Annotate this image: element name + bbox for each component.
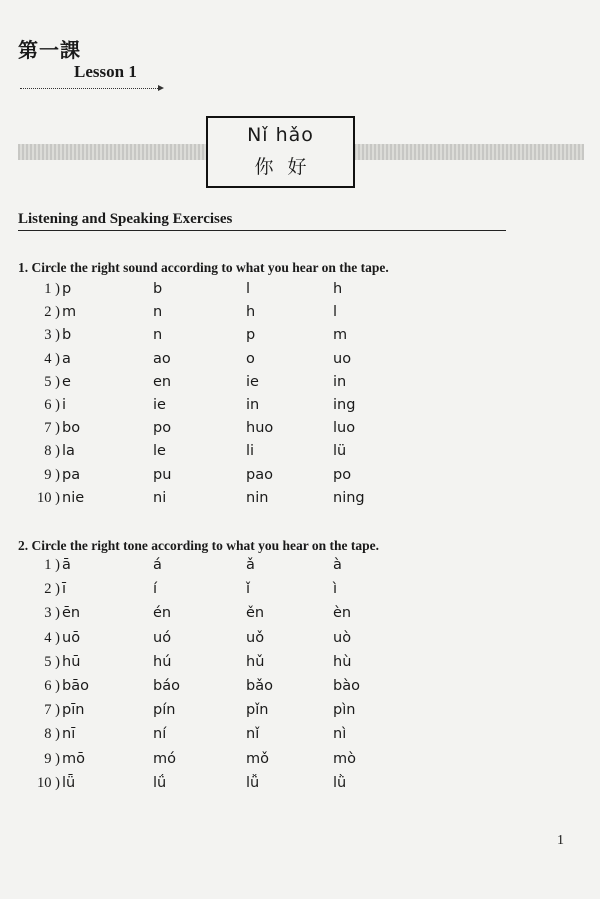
exercise-row bbox=[0, 630, 600, 652]
exercise-2-heading: 2. Circle the right tone according to what you hear on the tape. bbox=[18, 538, 379, 553]
item-number: 9 ) bbox=[44, 466, 60, 483]
answer-option[interactable]: po bbox=[333, 466, 352, 483]
answer-option[interactable]: nin bbox=[246, 489, 269, 506]
item-number: 4 ) bbox=[44, 629, 60, 646]
item-number: 7 ) bbox=[44, 420, 60, 437]
answer-option[interactable]: in bbox=[333, 373, 347, 390]
lesson-label: Lesson 1 bbox=[74, 62, 137, 81]
exercise-row bbox=[0, 605, 600, 627]
exercise-row bbox=[0, 467, 600, 489]
item-number: 5 ) bbox=[44, 373, 60, 390]
answer-option[interactable]: mǒ bbox=[246, 750, 269, 767]
answer-option[interactable]: a bbox=[62, 350, 71, 367]
item-number: 9 ) bbox=[44, 750, 60, 767]
answer-option[interactable]: ní bbox=[153, 726, 167, 743]
answer-option[interactable]: í bbox=[153, 581, 158, 598]
answer-option[interactable]: p bbox=[246, 327, 256, 344]
exercise-row bbox=[0, 443, 600, 465]
answer-option[interactable]: b bbox=[62, 327, 72, 344]
exercise-row bbox=[0, 581, 600, 603]
answer-option[interactable]: bo bbox=[62, 420, 81, 437]
answer-option[interactable]: nie bbox=[62, 489, 85, 506]
item-number: 1 ) bbox=[44, 557, 60, 573]
dotted-arrow-divider bbox=[20, 88, 158, 89]
exercise-row bbox=[0, 490, 600, 512]
answer-option[interactable]: pao bbox=[246, 466, 273, 483]
answer-option[interactable]: m bbox=[62, 304, 77, 321]
item-number: 6 ) bbox=[44, 397, 60, 413]
answer-option[interactable]: p bbox=[62, 281, 72, 297]
item-number: 1 ) bbox=[44, 281, 60, 297]
answer-option[interactable]: ao bbox=[153, 350, 171, 367]
answer-option[interactable]: èn bbox=[333, 605, 352, 622]
answer-option[interactable]: ī bbox=[62, 581, 67, 598]
answer-option[interactable]: nǐ bbox=[246, 726, 260, 743]
exercise-row bbox=[0, 327, 600, 349]
exercise-row bbox=[0, 351, 600, 373]
answer-option[interactable]: lǖ bbox=[62, 774, 76, 791]
answer-option[interactable]: uō bbox=[62, 629, 81, 646]
section-rule bbox=[18, 230, 506, 231]
answer-option[interactable]: h bbox=[333, 281, 343, 297]
chapter-label: 第一課 bbox=[18, 38, 81, 62]
answer-option[interactable]: lǜ bbox=[333, 774, 347, 791]
item-number: 3 ) bbox=[44, 327, 60, 344]
answer-option[interactable]: uǒ bbox=[246, 629, 265, 646]
exercise-row bbox=[0, 678, 600, 700]
answer-option[interactable]: luo bbox=[333, 420, 356, 437]
answer-option[interactable]: én bbox=[153, 605, 172, 622]
exercise-row bbox=[0, 751, 600, 773]
exercise-row bbox=[0, 420, 600, 442]
lesson-title-box bbox=[206, 116, 355, 188]
answer-option[interactable]: e bbox=[62, 373, 71, 390]
answer-option[interactable]: n bbox=[153, 304, 163, 321]
item-number: 10 ) bbox=[37, 774, 60, 791]
answer-option[interactable]: nì bbox=[333, 726, 347, 743]
answer-option[interactable]: li bbox=[246, 443, 255, 460]
item-number: 10 ) bbox=[37, 489, 60, 506]
answer-option[interactable]: uó bbox=[153, 629, 172, 646]
item-number: 8 ) bbox=[44, 443, 60, 460]
answer-option[interactable]: bāo bbox=[62, 678, 89, 694]
answer-option[interactable]: nī bbox=[62, 726, 76, 743]
answer-option[interactable]: le bbox=[153, 443, 166, 460]
answer-option[interactable]: ěn bbox=[246, 605, 265, 622]
answer-option[interactable]: á bbox=[153, 557, 162, 573]
answer-option[interactable]: b bbox=[153, 281, 163, 297]
exercise-row bbox=[0, 775, 600, 797]
answer-option[interactable]: uo bbox=[333, 350, 352, 367]
answer-option[interactable]: mō bbox=[62, 750, 85, 767]
answer-option[interactable]: uò bbox=[333, 629, 352, 646]
title-pinyin: Nǐ hǎo bbox=[247, 124, 314, 146]
answer-option[interactable]: ing bbox=[333, 397, 356, 413]
answer-option[interactable]: lǚ bbox=[246, 774, 260, 791]
answer-option[interactable]: ning bbox=[333, 489, 365, 506]
section-title: Listening and Speaking Exercises bbox=[18, 211, 233, 227]
exercise-row bbox=[0, 281, 600, 303]
item-number: 6 ) bbox=[44, 678, 60, 694]
item-number: 4 ) bbox=[44, 350, 60, 367]
answer-option[interactable]: en bbox=[153, 373, 172, 390]
title-characters: 你好 bbox=[254, 156, 321, 178]
answer-option[interactable]: pu bbox=[153, 466, 172, 483]
answer-option[interactable]: pǐn bbox=[246, 702, 269, 719]
answer-option[interactable]: bào bbox=[333, 678, 360, 694]
answer-option[interactable]: l bbox=[333, 304, 338, 321]
answer-option[interactable]: huo bbox=[246, 420, 274, 437]
answer-option[interactable]: báo bbox=[153, 678, 180, 694]
item-number: 7 ) bbox=[44, 702, 60, 719]
answer-option[interactable]: lǘ bbox=[153, 774, 167, 791]
exercise-1-heading: 1. Circle the right sound according to what you hear on the tape. bbox=[18, 260, 389, 275]
answer-option[interactable]: ì bbox=[333, 581, 338, 598]
item-number: 2 ) bbox=[44, 304, 60, 321]
exercise-row bbox=[0, 397, 600, 419]
answer-option[interactable]: mò bbox=[333, 750, 356, 767]
item-number: 8 ) bbox=[44, 726, 60, 743]
answer-option[interactable]: po bbox=[153, 420, 172, 437]
answer-option[interactable]: pìn bbox=[333, 702, 356, 719]
answer-option[interactable]: ni bbox=[153, 489, 167, 506]
answer-option[interactable]: hú bbox=[153, 653, 172, 670]
answer-option[interactable]: i bbox=[62, 397, 67, 413]
exercise-row bbox=[0, 374, 600, 396]
answer-option[interactable]: n bbox=[153, 327, 163, 344]
item-number: 5 ) bbox=[44, 653, 60, 670]
answer-option[interactable]: mó bbox=[153, 750, 176, 767]
answer-option[interactable]: hù bbox=[333, 653, 352, 670]
page-number: 1 bbox=[557, 833, 564, 848]
answer-option[interactable]: ā bbox=[62, 557, 71, 573]
answer-option[interactable]: ie bbox=[246, 373, 259, 390]
answer-option[interactable]: bǎo bbox=[246, 678, 273, 694]
answer-option[interactable]: ēn bbox=[62, 605, 81, 622]
answer-option[interactable]: ie bbox=[153, 397, 166, 413]
answer-option[interactable]: pīn bbox=[62, 702, 85, 719]
exercise-row bbox=[0, 726, 600, 748]
answer-option[interactable]: hǔ bbox=[246, 653, 265, 670]
item-number: 2 ) bbox=[44, 581, 60, 598]
answer-option[interactable]: m bbox=[333, 327, 348, 344]
exercise-row bbox=[0, 557, 600, 579]
answer-option[interactable]: in bbox=[246, 397, 260, 413]
answer-option[interactable]: la bbox=[62, 443, 75, 460]
exercise-row bbox=[0, 654, 600, 676]
exercise-row bbox=[0, 304, 600, 326]
answer-option[interactable]: hū bbox=[62, 653, 81, 670]
answer-option[interactable]: o bbox=[246, 350, 255, 367]
exercise-row bbox=[0, 702, 600, 724]
answer-option[interactable]: ǐ bbox=[246, 581, 251, 598]
answer-option[interactable]: h bbox=[246, 304, 256, 321]
item-number: 3 ) bbox=[44, 605, 60, 622]
answer-option[interactable]: pa bbox=[62, 466, 81, 483]
answer-option[interactable]: lü bbox=[333, 443, 347, 460]
answer-option[interactable]: ǎ bbox=[246, 557, 255, 573]
answer-option[interactable]: à bbox=[333, 557, 342, 573]
answer-option[interactable]: l bbox=[246, 281, 251, 297]
answer-option[interactable]: pín bbox=[153, 702, 176, 719]
